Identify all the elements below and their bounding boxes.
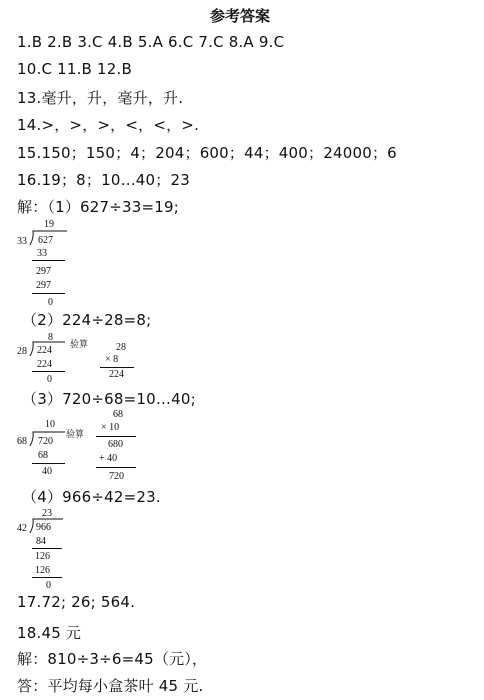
answer-line-18: 18.45 元	[17, 624, 82, 642]
check-line-1: 28	[116, 342, 126, 353]
rule-1	[32, 548, 62, 549]
check-line-3: 680	[108, 439, 123, 450]
dividend: 627	[38, 235, 53, 246]
check-line-2: × 8	[105, 354, 119, 365]
subtract-2: 297	[36, 280, 51, 291]
divisor: 28	[17, 346, 27, 357]
remainder: 0	[47, 374, 52, 385]
remainder-step: 126	[35, 551, 50, 562]
remainder: 0	[46, 580, 51, 591]
check-line-2: × 10	[101, 422, 120, 433]
rule-1	[32, 371, 65, 372]
check-label: 验算	[70, 340, 89, 350]
check-line-5: 720	[109, 471, 124, 482]
rule-1	[32, 260, 65, 261]
quotient: 10	[45, 419, 55, 430]
answer-line-3: 13.毫升，升，毫升，升.	[17, 89, 184, 107]
solution-4-heading: （4）966÷42=23.	[22, 488, 161, 506]
quotient: 8	[48, 332, 53, 343]
quotient: 19	[44, 219, 54, 230]
check-line-4: + 40	[99, 453, 118, 464]
check-line-3: 224	[109, 369, 124, 380]
solution-1-heading: 解：（1）627÷33=19;	[17, 198, 180, 216]
answer-line-6: 16.19；8；10…40；23	[17, 171, 190, 189]
rule-1	[32, 463, 65, 464]
quotient: 23	[42, 508, 52, 519]
subtract-1: 84	[36, 536, 46, 547]
remainder: 0	[48, 297, 53, 308]
answer-line-4: 14.>，>，>，<，<，>.	[17, 116, 200, 134]
subtract-1: 224	[37, 359, 52, 370]
solution-18: 解：810÷3÷6=45（元），	[17, 650, 208, 668]
answer-line-17: 17.72; 26; 564.	[17, 593, 136, 611]
dividend: 720	[38, 436, 53, 447]
remainder-step: 297	[36, 266, 51, 277]
dividend: 966	[36, 522, 51, 533]
answer-line-1: 1.B 2.B 3.C 4.B 5.A 6.C 7.C 8.A 9.C	[17, 33, 285, 51]
divisor: 42	[17, 523, 27, 534]
remainder: 40	[42, 466, 52, 477]
answer-line-5: 15.150；150；4；204；600；44；400；24000；6	[17, 144, 397, 162]
dividend: 224	[37, 345, 52, 356]
answer-line-2: 10.C 11.B 12.B	[17, 60, 132, 78]
subtract-1: 33	[37, 248, 47, 259]
check-label: 验算	[66, 430, 85, 440]
check-line-1: 68	[113, 409, 123, 420]
subtract-1: 68	[38, 450, 48, 461]
rule-2	[32, 293, 65, 294]
rule-2	[32, 577, 62, 578]
page-title: 参考答案	[210, 7, 271, 25]
divisor: 68	[17, 436, 27, 447]
solution-3-heading: （3）720÷68=10…40;	[22, 390, 196, 408]
check-rule-2	[96, 467, 136, 468]
subtract-2: 126	[35, 565, 50, 576]
answer-18: 答：平均每小盒茶叶 45 元.	[17, 677, 204, 695]
divisor: 33	[17, 236, 27, 247]
check-rule	[100, 367, 134, 368]
check-rule-1	[96, 436, 136, 437]
solution-2-heading: （2）224÷28=8;	[22, 311, 152, 329]
